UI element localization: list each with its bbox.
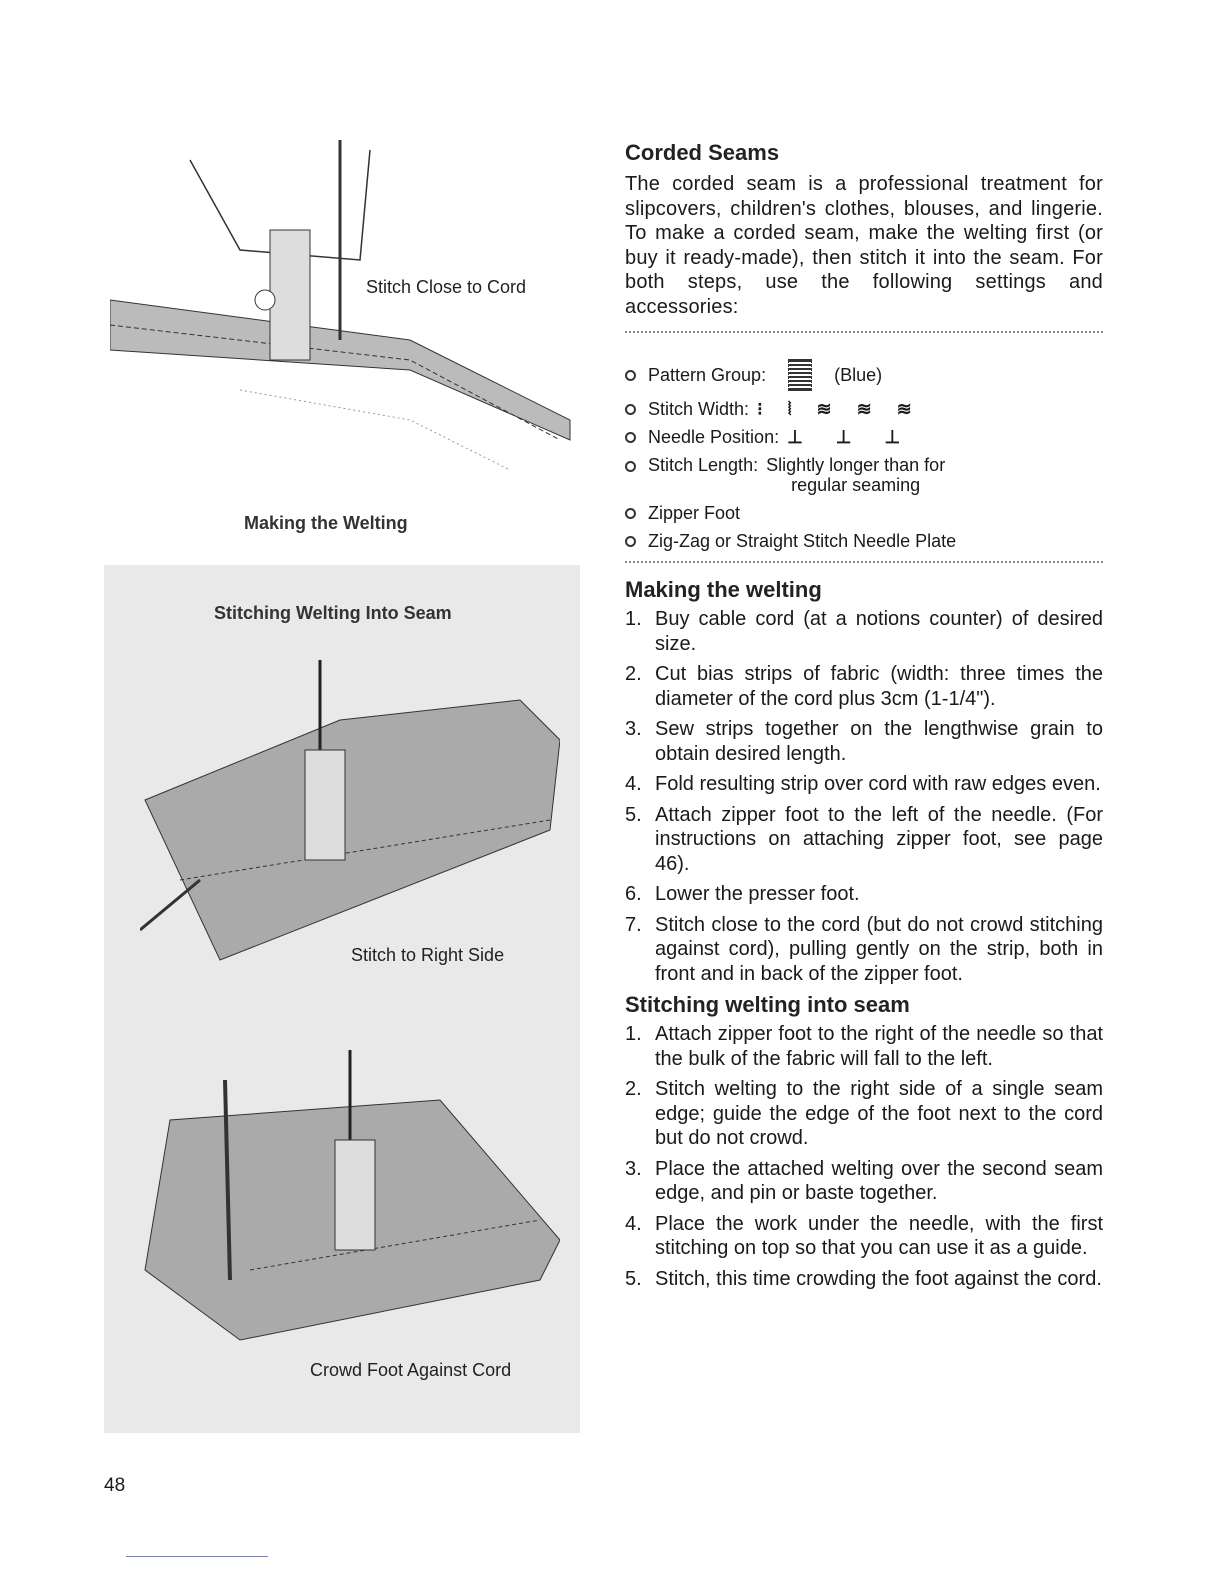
- making-welting-steps: [625, 607, 1103, 986]
- footer-line: [126, 1556, 268, 1557]
- fig1-caption: Making the Welting: [244, 513, 408, 533]
- step: 1. Buy cable cord (at a notions counter) of desired size.: [625, 608, 1103, 655]
- setting-stitch-length: Stitch Length: Slightly longer than for regular seaming: [625, 455, 1103, 495]
- pattern-group-icon: [788, 359, 812, 391]
- setting-stitch-width: Stitch Width: ⁝ ⦚ ≋ ≋ ≋: [625, 399, 1103, 419]
- stitching-welting-steps: [625, 1022, 1103, 1291]
- fig2-caption: Stitching Welting Into Seam: [214, 603, 452, 623]
- settings-list: [625, 359, 1103, 551]
- step: 3. Sew strips together on the lengthwise grain to obtain desired length.: [625, 718, 1103, 765]
- step: 3. Place the attached welting over the second seam edge, and pin or baste together.: [625, 1157, 1103, 1204]
- step: 1. Attach zipper foot to the right of the needle so that the bulk of the fabric will fall to the left.: [625, 1023, 1103, 1070]
- page-number: 48: [104, 1475, 126, 1496]
- step: 5. Attach zipper foot to the left of the needle. (For instructions on attaching zipper foot, see page 46).: [625, 803, 1103, 875]
- setting-needle-plate: Zig-Zag or Straight Stitch Needle Plate: [625, 531, 1103, 551]
- fig2-label: Stitch to Right Side: [351, 945, 505, 965]
- step: 5. Stitch, this time crowding the foot against the cord.: [625, 1267, 1102, 1290]
- step: 7. Stitch close to the cord (but do not crowd stitching against cord), pulling gently on the strip, both in front and in back of the zipper foot.: [625, 913, 1103, 985]
- intro-paragraph: The corded seam is a professional treatment for slipcovers, children's clothes, blouses, and lingerie. To make a corded seam, make the welting first (or buy it ready-made), then stitch it into the seam. For both steps, use the following settings and accessories:: [625, 173, 1103, 318]
- section-heading-stitching-welting: Stitching welting into seam: [625, 992, 910, 1017]
- setting-needle-position: Needle Position: ⊥ ⊥ ⊥: [625, 427, 1103, 447]
- welting-illustration: [110, 140, 580, 510]
- section-heading-making-welting: Making the welting: [625, 577, 822, 602]
- divider: [625, 331, 1103, 333]
- step: 6. Lower the presser foot.: [625, 883, 860, 905]
- step: 4. Fold resulting strip over cord with raw edges even.: [625, 773, 1101, 795]
- step: 2. Cut bias strips of fabric (width: three times the diameter of the cord plus 3cm (1-1/4").: [625, 663, 1103, 710]
- crowd-foot-illustration: [140, 1040, 560, 1350]
- setting-pattern-group: Pattern Group: (Blue): [625, 359, 1103, 391]
- step: 2. Stitch welting to the right side of a single seam edge; guide the edge of the foot next to the cord but do not crowd.: [625, 1078, 1103, 1149]
- stitching-seam-illustration: [140, 640, 560, 970]
- stitch-width-icons: ⁝ ⦚ ≋ ≋ ≋: [757, 399, 922, 419]
- fig1-label: Stitch Close to Cord: [366, 277, 527, 297]
- page-title: Corded Seams: [625, 140, 780, 165]
- step: 4. Place the work under the needle, with the first stitching on top so that you can use it as a guide.: [625, 1212, 1103, 1259]
- needle-position-icons: ⊥ ⊥ ⊥: [787, 427, 915, 447]
- setting-zipper-foot: Zipper Foot: [625, 503, 1103, 523]
- fig3-label: Crowd Foot Against Cord: [310, 1360, 512, 1380]
- divider: [625, 561, 1103, 563]
